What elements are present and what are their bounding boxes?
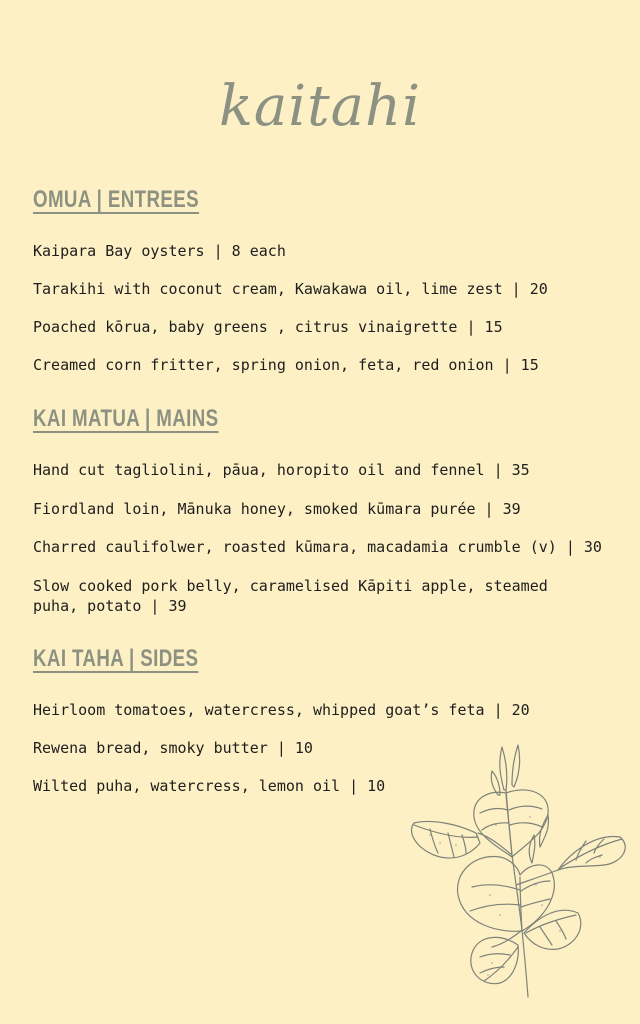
menu-item: Rewena bread, smoky butter | 10 <box>33 739 313 757</box>
section-heading-entrees: OMUA | ENTREES <box>33 186 200 213</box>
menu-item: Hand cut tagliolini, pāua, horopito oil and fennel | 35 <box>33 461 530 479</box>
menu-item: Charred caulifolwer, roasted kūmara, macadamia crumble (v) | 30 <box>33 538 602 556</box>
menu-item: Wilted puha, watercress, lemon oil | 10 <box>33 777 386 795</box>
restaurant-name: kaitahi <box>218 74 422 139</box>
menu-item: Slow cooked pork belly, caramelised Kāpiti apple, steamed puha, potato | 39 <box>33 577 548 615</box>
kawakawa-leaf-icon <box>400 735 635 1005</box>
menu-item: Heirloom tomatoes, watercress, whipped goat’s feta | 20 <box>33 701 530 719</box>
section-heading-mains: KAI MATUA | MAINS <box>33 405 219 432</box>
menu-item: Poached kōrua, baby greens , citrus vinaigrette | 15 <box>33 318 503 336</box>
menu-item: Creamed corn fritter, spring onion, feta, red onion | 15 <box>33 356 539 374</box>
menu-item: Kaipara Bay oysters | 8 each <box>33 242 286 260</box>
menu-item: Tarakihi with coconut cream, Kawakawa oil, lime zest | 20 <box>33 280 548 298</box>
menu-item: Fiordland loin, Mānuka honey, smoked kūmara purée | 39 <box>33 500 521 518</box>
section-heading-sides: KAI TAHA | SIDES <box>33 645 199 672</box>
